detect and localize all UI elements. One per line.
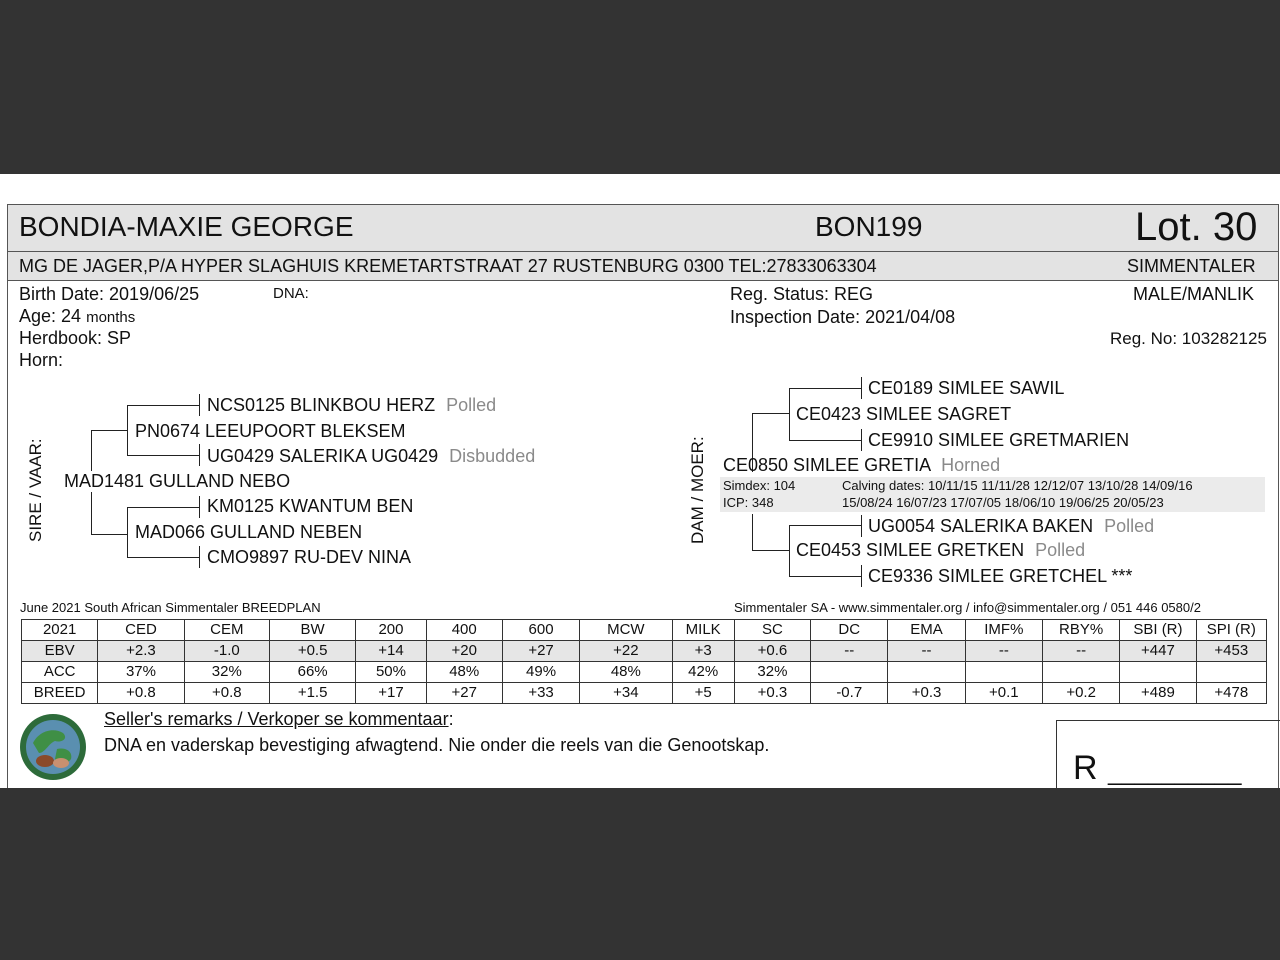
ebv-cell: +0.3 [734,683,810,704]
ebv-cell: ACC [22,662,98,683]
sds-name: KM0125 KWANTUM BEN [207,496,414,516]
ebv-cell: +478 [1196,683,1266,704]
sss-label: NCS0125 BLINKBOU HERZ [207,395,436,415]
animal-code: BON199 [815,211,923,242]
ddd-name: CE9336 SIMLEE GRETCHEL *** [868,566,1133,586]
ssd-label: UG0429 SALERIKA UG0429 [207,446,439,466]
ebv-cell: 2021 [22,620,98,641]
simdex: Simdex: 104 [723,478,796,493]
breedplan-contact: Simmentaler SA - www.simmentaler.org / info@simmentaler.org / 051 446 0580/2 [734,600,1201,615]
ebv-cell: SC [734,620,810,641]
reg-status: Reg. Status: REG [730,284,874,304]
ebv-cell: 50% [356,662,426,683]
ss-bracket-top [127,405,200,406]
sire-name: MAD1481 GULLAND NEBO [64,471,291,491]
ssd-note: Disbudded [449,446,536,466]
dd-label: CE0453 SIMLEE GRETKEN [796,540,1025,560]
sire-bracket-top [91,430,128,431]
ebv-cell: +0.8 [184,683,269,704]
ebv-cell: +22 [580,641,672,662]
ebv-cell: +1.5 [269,683,355,704]
dam-bracket-bottom [752,550,789,551]
dss-tick [861,377,862,399]
ebv-cell: SPI (R) [1196,620,1266,641]
ebv-cell: 48% [426,662,502,683]
ebv-cell: -0.7 [811,683,888,704]
ebv-row [22,641,1267,662]
dam-name [723,455,1000,476]
owner-line: MG DE JAGER,P/A HYPER SLAGHUIS KREMETARTSTRAAT 27 RUSTENBURG 0300 TEL:27833063304 [19,256,877,276]
ebv-cell: +20 [426,641,502,662]
dd-bracket-top [789,525,862,526]
sex: MALE/MANLIK [1133,284,1255,304]
dsd-tick [861,429,862,451]
ebv-cell: +0.2 [1042,683,1119,704]
breedplan-caption: June 2021 South African Simmentaler BREEDPLAN [20,600,321,615]
age-unit: months [86,309,136,326]
ss-bracket-bottom [127,455,200,456]
dd-name [796,540,1085,561]
ddd-tick [861,565,862,587]
ds-bracket [789,388,790,440]
ebv-cell: +0.3 [888,683,965,704]
ebv-cell: -- [1042,641,1119,662]
ebv-cell [888,662,965,683]
sd-bracket-top [127,507,200,508]
ebv-cell: 66% [269,662,355,683]
ebv-cell: DC [811,620,888,641]
sd-bracket-bottom [127,557,200,558]
price-currency: R [1073,749,1098,787]
dsd-name: CE9910 SIMLEE GRETMARIEN [868,430,1130,450]
ebv-cell [811,662,888,683]
remarks-colon: : [448,709,454,729]
society-logo-icon [19,713,87,781]
breed-label: SIMMENTALER [1127,256,1256,276]
ebv-cell: +2.3 [98,641,184,662]
ebv-cell [965,662,1042,683]
ebv-cell: MCW [580,620,672,641]
ebv-header-row [22,620,1267,641]
ebv-cell: +27 [502,641,579,662]
ebv-cell: -1.0 [184,641,269,662]
inspection-date: Inspection Date: 2021/04/08 [730,307,956,327]
ebv-cell: +447 [1120,641,1196,662]
birth-date: Birth Date: 2019/06/25 [19,284,200,304]
age-value: Age: 24 [19,306,82,326]
ebv-cell: +0.8 [98,683,184,704]
ebv-cell: -- [888,641,965,662]
ds-bracket-bottom [789,440,862,441]
dss-name: CE0189 SIMLEE SAWIL [868,378,1065,398]
ssd-tick [199,444,200,466]
herdbook: Herdbook: SP [19,328,132,348]
ss-name: PN0674 LEEUPOORT BLEKSEM [135,421,406,441]
dam-side-label: DAM / MOER: [688,436,707,544]
calving-dates-line1: Calving dates: 10/11/15 11/11/28 12/12/07 13/10/28 14/09/16 [842,478,1193,493]
ebv-cell: 49% [502,662,579,683]
ds-bracket-top [789,388,862,389]
ebv-cell: +3 [672,641,734,662]
dam-note: Horned [941,455,1001,475]
dd-note: Polled [1035,540,1086,560]
ssd-name [207,446,535,467]
sire-bracket-bottom [91,534,128,535]
ebv-cell: IMF% [965,620,1042,641]
sd-name: MAD066 GULLAND NEBEN [135,522,363,542]
ebv-cell: 600 [502,620,579,641]
ebv-cell: +34 [580,683,672,704]
ebv-row [22,683,1267,704]
ebv-cell: SBI (R) [1120,620,1196,641]
ebv-cell: -- [965,641,1042,662]
ebv-cell: -- [811,641,888,662]
ebv-cell: EMA [888,620,965,641]
lot-number: Lot. 30 [1135,205,1258,249]
ebv-cell: 200 [356,620,426,641]
ebv-cell: +0.1 [965,683,1042,704]
ebv-cell [1120,662,1196,683]
remarks-text: DNA en vaderskap bevestiging afwagtend. Nie onder die reels van die Genootskap. [104,735,770,755]
ebv-table [21,619,1267,704]
sire-side-label: SIRE / VAAR: [26,438,45,542]
ebv-cell: 32% [184,662,269,683]
dd-bracket-bottom [789,576,862,577]
ebv-cell: 400 [426,620,502,641]
ebv-cell: CED [98,620,184,641]
dds-tick [861,515,862,537]
ebv-cell: +5 [672,683,734,704]
ebv-row [22,662,1267,683]
sdd-name: CMO9897 RU-DEV NINA [207,547,412,567]
sds-tick [199,496,200,518]
dam-label: CE0850 SIMLEE GRETIA [723,455,931,475]
ebv-cell: +0.5 [269,641,355,662]
ebv-cell [1042,662,1119,683]
ebv-cell: CEM [184,620,269,641]
dd-bracket [789,525,790,576]
reg-number: Reg. No: 103282125 [1110,329,1267,348]
ebv-cell: +33 [502,683,579,704]
ebv-cell: 48% [580,662,672,683]
sss-name [207,395,496,416]
ebv-cell: MILK [672,620,734,641]
dam-bracket-top [752,413,789,414]
remarks-title: Seller's remarks / Verkoper se kommentaar [104,709,449,729]
ebv-cell: +14 [356,641,426,662]
sd-bracket [127,507,128,557]
ebv-cell: EBV [22,641,98,662]
dds-note: Polled [1104,516,1155,536]
animal-name: BONDIA-MAXIE GEORGE [19,211,354,242]
sss-tick [199,394,200,416]
remarks-heading [104,709,454,730]
ebv-cell: +17 [356,683,426,704]
dds-label: UG0054 SALERIKA BAKEN [868,516,1094,536]
ebv-cell: BW [269,620,355,641]
dds-name [868,516,1154,537]
calving-dates-line2: 15/08/24 16/07/23 17/07/05 18/06/10 19/06/25 20/05/23 [842,495,1164,510]
sss-note: Polled [446,395,497,415]
catalogue-card [0,174,1280,788]
ebv-cell: RBY% [1042,620,1119,641]
icp: ICP: 348 [723,495,774,510]
ds-name: CE0423 SIMLEE SAGRET [796,404,1012,424]
sdd-tick [199,546,200,568]
dna-label: DNA: [273,285,309,302]
ebv-cell: +453 [1196,641,1266,662]
ss-bracket [127,405,128,455]
ebv-cell: BREED [22,683,98,704]
ebv-cell: +27 [426,683,502,704]
ebv-cell: +0.6 [734,641,810,662]
ebv-cell: +489 [1120,683,1196,704]
horn: Horn: [19,350,64,370]
ebv-cell: 42% [672,662,734,683]
ebv-cell: 32% [734,662,810,683]
dam-bracket-lower [752,514,753,550]
ebv-cell [1196,662,1266,683]
age [19,306,135,327]
price-blank[interactable]: __________ [1108,759,1242,786]
ebv-cell: 37% [98,662,184,683]
